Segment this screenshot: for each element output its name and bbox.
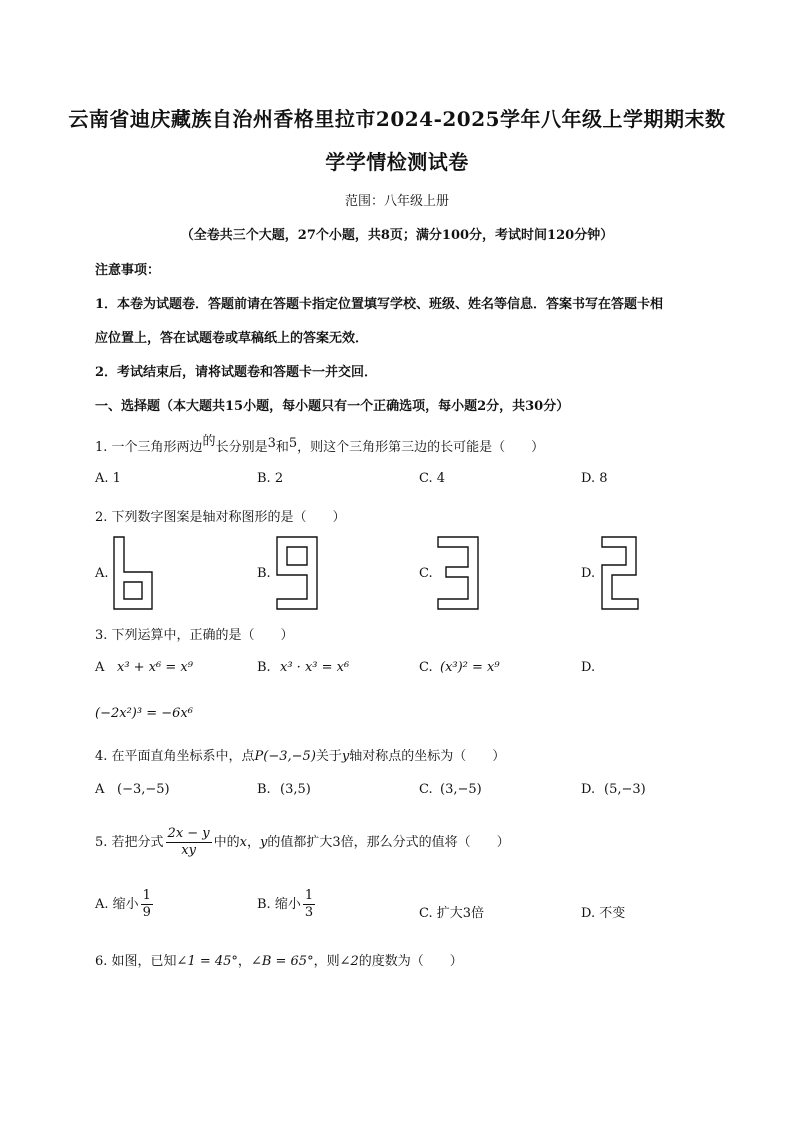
q3-expr-d: (−2x²)³ = −6x⁶ bbox=[95, 706, 193, 721]
q3-expr-b: x³ · x³ = x⁶ bbox=[280, 660, 350, 675]
question-2-stem: 2. 下列数字图案是轴对称图形的是（ ） bbox=[95, 510, 346, 525]
question-5-stem: 5. 若把分式 $\frac{2x - y}{xy}$ 中的x，y的值都扩大3倍，那么分式的值将（ ） bbox=[95, 826, 510, 858]
q4-option-a: (−3,−5) bbox=[117, 782, 170, 797]
q4-label-b: B. bbox=[257, 782, 271, 797]
exam-scope: 范围：八年级上册 bbox=[344, 194, 449, 209]
q2-label-c: C. bbox=[419, 566, 433, 581]
q4-label-a: A bbox=[95, 782, 105, 797]
q3-label-b: B. bbox=[257, 660, 271, 675]
q1-option-a: A. 1 bbox=[95, 471, 121, 486]
q3-label-c: C. bbox=[419, 660, 433, 675]
q4-label-d: D. bbox=[581, 782, 596, 797]
q2-label-d: D. bbox=[581, 566, 596, 581]
exam-info: （全卷共三个大题，27个小题，共8页；满分100分，考试时间120分钟） bbox=[180, 228, 614, 243]
q5-option-c: C. 扩大3倍 bbox=[419, 906, 485, 921]
q5-option-d: D. 不变 bbox=[581, 906, 626, 921]
q4-option-d: (5,−3) bbox=[604, 782, 646, 797]
exam-title-line2: 学学情检测试卷 bbox=[325, 150, 469, 174]
digit-6-figure bbox=[112, 535, 156, 611]
q2-label-b: B. bbox=[257, 566, 271, 581]
q1-option-d: D. 8 bbox=[581, 471, 608, 486]
q3-expr-a: x³ + x⁶ = x⁹ bbox=[117, 660, 193, 675]
q4-option-b: (3,5) bbox=[280, 782, 311, 797]
q2-label-a: A. bbox=[95, 566, 109, 581]
notice-item-1-cont: 应位置上，答在试题卷或草稿纸上的答案无效． bbox=[95, 331, 369, 346]
q1-option-c: C. 4 bbox=[419, 471, 446, 486]
q4-label-c: C. bbox=[419, 782, 433, 797]
q5-fraction: $\frac{2x - y}{xy}$ bbox=[167, 826, 210, 858]
q5-option-b: B. 缩小 $\frac{1}{3}$ bbox=[257, 888, 314, 920]
notice-item-1: 1．本卷为试题卷．答题前请在答题卡指定位置填写学校、班级、姓名等信息．答案书写在答题卡相 bbox=[95, 297, 664, 312]
exam-title-line1: 云南省迪庆藏族自治州香格里拉市2024-2025学年八年级上学期期末数 bbox=[68, 107, 726, 131]
question-4-stem: 4. 在平面直角坐标系中，点P(−3,−5)关于y轴对称点的坐标为（ ） bbox=[95, 749, 506, 764]
q3-label-d: D. bbox=[581, 660, 596, 675]
q1-option-b: B. 2 bbox=[257, 471, 284, 486]
notice-item-2: 2．考试结束后，请将试题卷和答题卡一并交回． bbox=[95, 365, 378, 380]
section-heading: 一、选择题（本大题共15小题，每小题只有一个正确选项，每小题2分，共30分） bbox=[95, 399, 570, 414]
digit-3-figure bbox=[436, 535, 480, 611]
q3-label-a: A bbox=[95, 660, 105, 675]
notice-heading: 注意事项： bbox=[95, 263, 161, 278]
q4-option-c: (3,−5) bbox=[440, 782, 482, 797]
question-6-stem: 6. 如图，已知∠1 = 45°，∠B = 65°，则∠2的度数为（ ） bbox=[95, 954, 463, 969]
digit-2-figure bbox=[598, 535, 642, 611]
question-1-stem: 1. 一个三角形两边的长分别是3和5，则这个三角形第三边的长可能是（ ） bbox=[95, 434, 545, 455]
question-3-stem: 3. 下列运算中，正确的是（ ） bbox=[95, 628, 294, 643]
q5-option-a: A. 缩小 $\frac{1}{9}$ bbox=[95, 888, 151, 920]
q3-expr-c: (x³)² = x⁹ bbox=[440, 660, 500, 675]
digit-9-figure bbox=[275, 535, 319, 611]
